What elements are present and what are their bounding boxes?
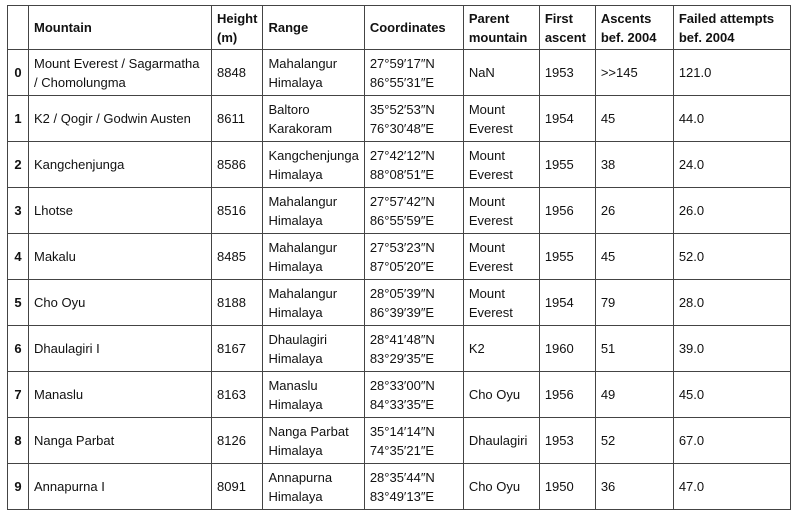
cell-ascents: 36 — [595, 464, 673, 510]
cell-parent-mountain — [463, 96, 539, 142]
parent-line2: Everest — [468, 258, 513, 274]
coord-line2: 86°39′39″E — [369, 304, 435, 320]
cell-mountain — [29, 234, 212, 280]
cell-range — [263, 50, 364, 96]
cell-parent-mountain — [463, 142, 539, 188]
range-line1: Kangchenjunga — [268, 147, 359, 163]
coord-line2: 76°30′48″E — [369, 120, 435, 136]
table-row — [8, 234, 791, 280]
parent-line1: Mount — [468, 101, 505, 117]
cell-mountain — [29, 50, 212, 96]
cell-coordinates — [364, 50, 463, 96]
table-row — [8, 418, 791, 464]
mountain-line1: Cho Oyu — [34, 295, 86, 310]
coord-line1: 28°41′48″N — [369, 331, 435, 347]
cell-failed-attempts: 28.0 — [673, 280, 790, 326]
cell-failed-attempts: 26.0 — [673, 188, 790, 234]
cell-coordinates — [364, 372, 463, 418]
cell-range — [263, 418, 364, 464]
header-mountain: Mountain — [29, 6, 212, 50]
cell-range — [263, 234, 364, 280]
header-ascents — [595, 6, 673, 50]
range-line1: Mahalangur — [268, 285, 338, 301]
coord-line2: 88°08′51″E — [369, 166, 435, 182]
range-line1: Baltoro — [268, 101, 310, 117]
coord-line2: 83°29′35″E — [369, 350, 435, 366]
coord-line1: 27°59′17″N — [369, 55, 435, 71]
mountain-line1: Makalu — [34, 249, 76, 264]
cell-failed-attempts: 47.0 — [673, 464, 790, 510]
coord-line2: 87°05′20″E — [369, 258, 435, 274]
cell-coordinates — [364, 142, 463, 188]
cell-first-ascent: 1956 — [539, 372, 595, 418]
table-row — [8, 96, 791, 142]
cell-coordinates — [364, 188, 463, 234]
range-line2: Himalaya — [268, 442, 323, 458]
coord-line2: 84°33′35″E — [369, 396, 435, 412]
cell-failed-attempts: 67.0 — [673, 418, 790, 464]
cell-mountain — [29, 142, 212, 188]
parent-line1: Mount — [468, 285, 505, 301]
row-index: 8 — [8, 418, 29, 464]
cell-parent-mountain — [463, 50, 539, 96]
row-index: 6 — [8, 326, 29, 372]
cell-range — [263, 96, 364, 142]
range-line2: Himalaya — [268, 350, 323, 366]
cell-failed-attempts: 52.0 — [673, 234, 790, 280]
cell-height: 8611 — [212, 96, 263, 142]
range-line1: Nanga Parbat — [268, 423, 349, 439]
cell-range — [263, 464, 364, 510]
range-line1: Annapurna — [268, 469, 333, 485]
cell-parent-mountain — [463, 372, 539, 418]
range-line1: Mahalangur — [268, 55, 338, 71]
range-line1: Mahalangur — [268, 193, 338, 209]
range-line2: Himalaya — [268, 304, 323, 320]
range-line2: Himalaya — [268, 212, 323, 228]
cell-ascents: 45 — [595, 234, 673, 280]
row-index: 5 — [8, 280, 29, 326]
header-first-ascent — [539, 6, 595, 50]
range-line2: Himalaya — [268, 74, 323, 90]
header-parent-mountain — [463, 6, 539, 50]
parent-line1: Mount — [468, 239, 505, 255]
row-index: 0 — [8, 50, 29, 96]
mountains-table — [7, 5, 791, 510]
header-height-line1: Height — [217, 10, 258, 26]
cell-first-ascent: 1955 — [539, 142, 595, 188]
cell-ascents: 52 — [595, 418, 673, 464]
cell-range — [263, 280, 364, 326]
header-index — [8, 6, 29, 50]
mountain-line1: Annapurna I — [34, 479, 105, 494]
mountain-line1: Manaslu — [34, 387, 84, 402]
cell-range — [263, 326, 364, 372]
coord-line1: 28°35′44″N — [369, 469, 435, 485]
cell-first-ascent: 1960 — [539, 326, 595, 372]
coord-line1: 27°57′42″N — [369, 193, 435, 209]
range-line1: Manaslu — [268, 377, 318, 393]
cell-first-ascent: 1953 — [539, 50, 595, 96]
cell-failed-attempts: 44.0 — [673, 96, 790, 142]
cell-failed-attempts: 121.0 — [673, 50, 790, 96]
header-range: Range — [263, 6, 364, 50]
header-parent-line2: mountain — [468, 29, 528, 45]
header-coordinates: Coordinates — [364, 6, 463, 50]
cell-parent-mountain — [463, 464, 539, 510]
cell-height: 8163 — [212, 372, 263, 418]
row-index: 9 — [8, 464, 29, 510]
coord-line2: 83°49′13″E — [369, 488, 435, 504]
cell-range — [263, 188, 364, 234]
header-parent-line1: Parent — [468, 10, 510, 26]
parent-line1: NaN — [468, 65, 495, 80]
table-row — [8, 50, 791, 96]
row-index: 4 — [8, 234, 29, 280]
cell-parent-mountain — [463, 280, 539, 326]
cell-coordinates — [364, 326, 463, 372]
parent-line1: Cho Oyu — [468, 387, 521, 402]
header-first-line2: ascent — [544, 29, 587, 45]
cell-parent-mountain — [463, 234, 539, 280]
cell-first-ascent: 1955 — [539, 234, 595, 280]
header-ascents-line2: bef. 2004 — [600, 29, 657, 45]
cell-mountain — [29, 372, 212, 418]
cell-mountain — [29, 96, 212, 142]
table-row — [8, 372, 791, 418]
table-row — [8, 142, 791, 188]
coord-line1: 27°42′12″N — [369, 147, 435, 163]
cell-height: 8091 — [212, 464, 263, 510]
cell-parent-mountain — [463, 326, 539, 372]
cell-coordinates — [364, 418, 463, 464]
row-index: 1 — [8, 96, 29, 142]
cell-ascents: 45 — [595, 96, 673, 142]
range-line2: Karakoram — [268, 120, 333, 136]
cell-failed-attempts: 45.0 — [673, 372, 790, 418]
cell-ascents: 26 — [595, 188, 673, 234]
header-failed-line1: Failed attempts — [678, 10, 775, 26]
cell-ascents: 49 — [595, 372, 673, 418]
header-first-line1: First — [544, 10, 573, 26]
row-index: 2 — [8, 142, 29, 188]
coord-line1: 35°14′14″N — [369, 423, 435, 439]
parent-line2: Everest — [468, 304, 513, 320]
cell-height: 8188 — [212, 280, 263, 326]
mountain-line1: Dhaulagiri I — [34, 341, 100, 356]
parent-line1: Mount — [468, 193, 505, 209]
cell-first-ascent: 1953 — [539, 418, 595, 464]
cell-height: 8516 — [212, 188, 263, 234]
parent-line1: K2 — [468, 341, 485, 356]
cell-coordinates — [364, 280, 463, 326]
cell-ascents: >>145 — [595, 50, 673, 96]
coord-line2: 74°35′21″E — [369, 442, 435, 458]
cell-first-ascent: 1956 — [539, 188, 595, 234]
cell-coordinates — [364, 234, 463, 280]
parent-line2: Everest — [468, 212, 513, 228]
cell-range — [263, 142, 364, 188]
cell-height: 8167 — [212, 326, 263, 372]
mountain-line1: Mount Everest / Sagarmatha — [34, 55, 200, 71]
cell-first-ascent: 1954 — [539, 280, 595, 326]
row-index: 3 — [8, 188, 29, 234]
cell-height: 8848 — [212, 50, 263, 96]
cell-first-ascent: 1954 — [539, 96, 595, 142]
cell-ascents: 79 — [595, 280, 673, 326]
range-line1: Dhaulagiri — [268, 331, 327, 347]
cell-range — [263, 372, 364, 418]
parent-line1: Mount — [468, 147, 505, 163]
range-line2: Himalaya — [268, 258, 323, 274]
range-line2: Himalaya — [268, 396, 323, 412]
coord-line1: 35°52′53″N — [369, 101, 435, 117]
cell-height: 8485 — [212, 234, 263, 280]
cell-height: 8586 — [212, 142, 263, 188]
cell-ascents: 38 — [595, 142, 673, 188]
range-line2: Himalaya — [268, 488, 323, 504]
parent-line1: Dhaulagiri — [468, 433, 528, 448]
mountain-line2: / Chomolungma — [34, 74, 126, 90]
range-line2: Himalaya — [268, 166, 323, 182]
cell-coordinates — [364, 96, 463, 142]
cell-mountain — [29, 188, 212, 234]
coord-line1: 28°05′39″N — [369, 285, 435, 301]
cell-parent-mountain — [463, 418, 539, 464]
header-ascents-line1: Ascents — [600, 10, 652, 26]
row-index: 7 — [8, 372, 29, 418]
coord-line1: 27°53′23″N — [369, 239, 435, 255]
coord-line2: 86°55′59″E — [369, 212, 435, 228]
parent-line2: Everest — [468, 166, 513, 182]
header-failed-attempts — [673, 6, 790, 50]
mountain-line1: Kangchenjunga — [34, 157, 125, 172]
cell-height: 8126 — [212, 418, 263, 464]
header-height-line2: (m) — [217, 29, 238, 45]
table-row — [8, 464, 791, 510]
header-failed-line2: bef. 2004 — [678, 29, 735, 45]
parent-line2: Everest — [468, 120, 513, 136]
cell-failed-attempts: 39.0 — [673, 326, 790, 372]
cell-mountain — [29, 280, 212, 326]
range-line1: Mahalangur — [268, 239, 338, 255]
table-row — [8, 326, 791, 372]
table-row — [8, 188, 791, 234]
cell-mountain — [29, 326, 212, 372]
cell-failed-attempts: 24.0 — [673, 142, 790, 188]
cell-mountain — [29, 464, 212, 510]
cell-coordinates — [364, 464, 463, 510]
header-height — [212, 6, 263, 50]
table-row — [8, 280, 791, 326]
mountain-line1: Lhotse — [34, 203, 74, 218]
parent-line1: Cho Oyu — [468, 479, 521, 494]
coord-line2: 86°55′31″E — [369, 74, 435, 90]
mountain-line1: Nanga Parbat — [34, 433, 115, 448]
cell-parent-mountain — [463, 188, 539, 234]
cell-ascents: 51 — [595, 326, 673, 372]
header-row — [8, 6, 791, 50]
mountain-line1: K2 / Qogir / Godwin Austen — [34, 111, 191, 126]
coord-line1: 28°33′00″N — [369, 377, 435, 393]
cell-first-ascent: 1950 — [539, 464, 595, 510]
cell-mountain — [29, 418, 212, 464]
